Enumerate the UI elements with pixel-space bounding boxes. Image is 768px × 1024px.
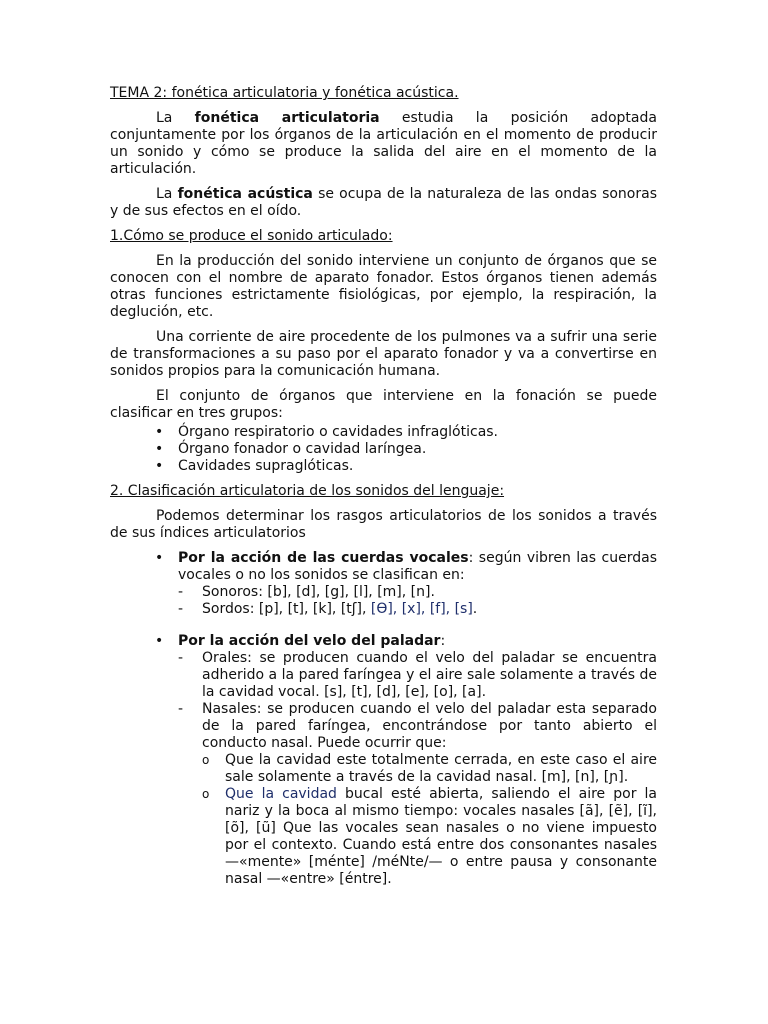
list-item bbox=[178, 650, 657, 701]
paragraph: El conjunto de órganos que interviene en la fonación se puede clasificar en tres grupos: bbox=[110, 388, 657, 421]
list-item-text: [Ѳ], [x], [f], [s] bbox=[370, 601, 473, 617]
spacer bbox=[110, 618, 657, 633]
criterion-velo-paladar bbox=[110, 633, 657, 888]
text-run: : según vibren las cuerdas vocales o no los sonidos se clasifican en: bbox=[178, 550, 657, 583]
dash-icon: - bbox=[178, 584, 184, 600]
sub-list bbox=[178, 584, 657, 618]
dash-icon: - bbox=[178, 701, 184, 717]
bold-term: Por la acción del velo del paladar bbox=[178, 633, 441, 649]
bold-term: Por la acción de las cuerdas vocales bbox=[178, 550, 469, 566]
list-item bbox=[178, 701, 657, 888]
list-item bbox=[110, 441, 657, 458]
paragraph: Una corriente de aire procedente de los pulmones va a sufrir una serie de transformaciones a su paso por el aparato fonador y va a convertirse en sonidos propios para la comunicación humana. bbox=[110, 329, 657, 379]
list-item bbox=[110, 424, 657, 441]
bullet-icon: • bbox=[155, 550, 164, 566]
paragraph: Podemos determinar los rasgos articulatorios de los sonidos a través de sus índices articulatorios bbox=[110, 508, 657, 541]
paragraph-fonetica-articulatoria bbox=[110, 110, 657, 178]
circle-bullet-icon: o bbox=[202, 787, 210, 801]
list-item-text: Cavidades supraglóticas. bbox=[178, 458, 354, 474]
text-run: se ocupa de la naturaleza de las ondas sonoras y de sus efectos en el oído. bbox=[110, 186, 657, 219]
bold-term: fonética articulatoria bbox=[194, 110, 380, 126]
list-item-text: Sordos: [p], [t], [k], [tʃ], bbox=[202, 601, 371, 617]
list-item-text: bucal esté abierta, saliendo el aire por la nariz y la boca al mismo tiempo: vocales nasales [ã], [ẽ], [ĩ], [õ], [ũ] Que las vocales sean nasales o no viene impuesto por el contexto. Cuando está entre dos consonantes nasales —«mente» [ménte] /méNte/— o entre pausa y consonante nasal —«entre» [éntre]. bbox=[225, 786, 657, 887]
list-item bbox=[178, 786, 657, 888]
bullet-icon: • bbox=[155, 424, 164, 440]
list-item bbox=[178, 584, 657, 601]
list-item-text: Órgano respiratorio o cavidades infraglóticas. bbox=[178, 424, 499, 440]
list-item-text: Nasales: se producen cuando el velo del paladar esta separado de la pared faríngea, encontrándose por tanto abierto el conducto nasal. Puede ocurrir que: bbox=[202, 701, 657, 751]
circle-bullet-icon: o bbox=[202, 753, 210, 767]
list-item bbox=[110, 458, 657, 475]
bullet-icon: • bbox=[155, 458, 164, 474]
criteria-list bbox=[110, 550, 657, 888]
text-run: estudia la posición adoptada conjuntamente por los órganos de la articulación en el momento de producir un sonido y cómo se produce la salida del aire en el momento de la articulación. bbox=[110, 110, 657, 177]
section-1-heading: 1.Cómo se produce el sonido articulado: bbox=[110, 228, 393, 244]
section-2-heading: 2. Clasificación articulatoria de los sonidos del lenguaje: bbox=[110, 483, 505, 499]
text-run: : bbox=[440, 633, 446, 649]
list-item bbox=[178, 601, 657, 618]
dash-icon: - bbox=[178, 650, 184, 666]
list-item-text: Que la cavidad bbox=[225, 786, 337, 802]
bullet-icon: • bbox=[155, 633, 164, 649]
document-body bbox=[110, 85, 657, 888]
sub-list bbox=[178, 650, 657, 888]
list-item-text: Órgano fonador o cavidad laríngea. bbox=[178, 441, 427, 457]
text-run: La bbox=[156, 186, 178, 202]
paragraph: En la producción del sonido interviene un conjunto de órganos que se conocen con el nombre de aparato fonador. Estos órganos tienen además otras funciones estrictamente fisiológicas, por ejemplo, la respiración, la deglución, etc. bbox=[110, 253, 657, 320]
list-item bbox=[178, 752, 657, 786]
paragraph-fonetica-acustica bbox=[110, 186, 657, 220]
list-item-text: Orales: se producen cuando el velo del paladar se encuentra adherido a la pared faríngea y el aire sale solamente a través de la cavidad vocal. [s], [t], [d], [e], [o], [a]. bbox=[202, 650, 657, 700]
nested-list bbox=[178, 752, 657, 888]
page-title: TEMA 2: fonética articulatoria y fonética acústica. bbox=[110, 85, 459, 101]
list-item-text: Que la cavidad este totalmente cerrada, en este caso el aire sale solamente a través de la cavidad nasal. [m], [n], [ɲ]. bbox=[225, 752, 657, 785]
bullet-icon: • bbox=[155, 441, 164, 457]
list-item-text: Sonoros: [b], [d], [g], [l], [m], [n]. bbox=[202, 584, 435, 600]
organ-groups-list bbox=[110, 424, 657, 475]
text-run: La bbox=[156, 110, 195, 126]
criterion-cuerdas-vocales bbox=[110, 550, 657, 618]
list-item-text: . bbox=[472, 601, 478, 617]
bold-term: fonética acústica bbox=[177, 186, 313, 202]
dash-icon: - bbox=[178, 601, 184, 617]
